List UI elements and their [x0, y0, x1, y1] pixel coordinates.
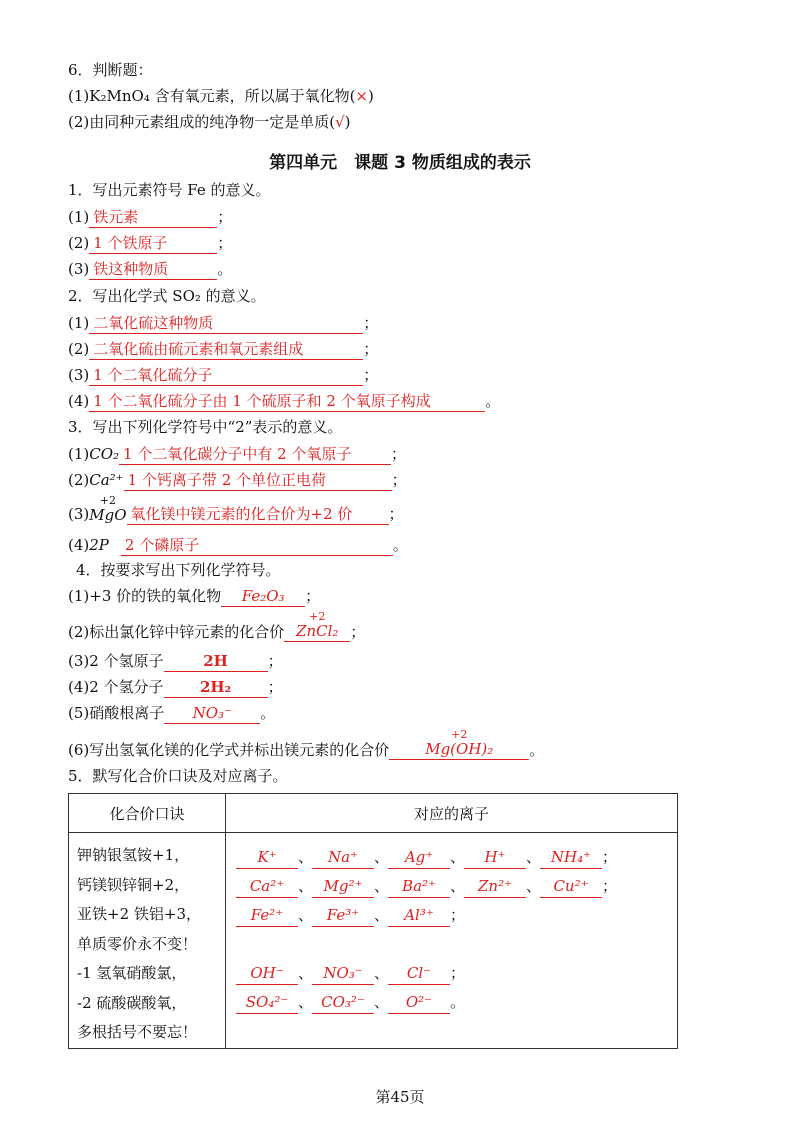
answer-blank: 1 个二氧化碳分子中有 2 个氧原子 — [119, 444, 391, 465]
item-end: ； — [391, 445, 407, 463]
ion-answer: Zn²⁺ — [464, 875, 526, 898]
ion-answer: Cl⁻ — [388, 962, 450, 985]
item-end: ； — [391, 471, 407, 489]
ion-answer: SO₄²⁻ — [236, 991, 298, 1014]
item-end: 。 — [392, 536, 408, 554]
ion-answer: Fe²⁺ — [236, 904, 298, 927]
separator: 、 — [298, 993, 314, 1011]
mnemonic-line: 单质零价永不变！ — [77, 934, 198, 953]
row-end: 。 — [450, 993, 466, 1011]
valence-ion-table — [68, 793, 678, 1049]
item-end: 。 — [217, 260, 233, 278]
ion-answer: O²⁻ — [388, 991, 450, 1014]
sec1-item — [68, 259, 232, 280]
separator: 、 — [526, 877, 542, 895]
sec1-item — [68, 207, 232, 228]
formula: 2P — [89, 536, 109, 554]
ion-answer: Ba²⁺ — [388, 875, 450, 898]
mnemonic-line: 多根括号不要忘！ — [77, 1023, 198, 1041]
column-header-mnemonic: 化合价口诀 — [69, 794, 226, 833]
q6-item-1 — [68, 86, 374, 106]
separator: 、 — [374, 993, 390, 1011]
ion-row — [236, 843, 677, 872]
item-num: (3) — [68, 366, 90, 384]
answer-blank: 1 个钙离子带 2 个单位正电荷 — [124, 470, 392, 491]
separator: 、 — [298, 877, 314, 895]
sec3-item — [68, 470, 407, 491]
answer-blank: 铁这种物质 — [89, 259, 217, 280]
item-end: ； — [363, 340, 379, 358]
sec2-item — [68, 365, 378, 386]
answer-blank: NO₃⁻ — [164, 703, 260, 724]
formula-with-valence — [89, 494, 127, 525]
answer-blank: 二氧化硫这种物质 — [89, 313, 363, 334]
sec4-item — [68, 610, 366, 642]
sec2-heading: 2．写出化学式 SO₂ 的意义。 — [68, 287, 266, 305]
sec4-heading: 4．按要求写出下列化学符号。 — [76, 561, 281, 579]
separator: 、 — [374, 877, 390, 895]
item-num: (2) — [68, 471, 90, 489]
ion-answer: Mg²⁺ — [312, 875, 374, 898]
sec4-item — [68, 586, 320, 607]
separator: 、 — [374, 906, 390, 924]
sec3-item — [68, 494, 404, 525]
separator: 、 — [374, 964, 390, 982]
answer-blank: 2 个磷原子 — [121, 535, 393, 556]
q6-item-1-mark: × — [355, 87, 368, 105]
ion-answer: Ag⁺ — [388, 846, 450, 869]
table-header-row — [69, 794, 678, 833]
separator: 、 — [298, 964, 314, 982]
item-text: (1)+3 价的铁的氧化物 — [68, 587, 222, 605]
sec3-item — [68, 535, 408, 556]
item-num: (4) — [68, 536, 90, 554]
item-text: (2)标出氯化锌中锌元素的化合价 — [68, 623, 285, 641]
answer-blank — [284, 610, 350, 642]
q6-item-2-text: (2)由同种元素组成的纯净物一定是单质( — [68, 113, 336, 131]
answer-formula: ZnCl₂ — [296, 622, 339, 640]
q6-heading: 6．判断题： — [68, 61, 153, 79]
mnemonic-line: 钾钠银氢铵+1， — [77, 846, 190, 864]
ion-row — [236, 872, 677, 901]
sec2-item — [68, 313, 378, 334]
answer-blank: 1 个二氧化硫分子由 1 个硫原子和 2 个氧原子构成 — [89, 391, 485, 412]
ion-row — [236, 959, 677, 988]
item-end: ； — [267, 678, 283, 696]
ion-answer: Ca²⁺ — [236, 875, 298, 898]
answer-formula: Mg(OH)₂ — [425, 740, 494, 758]
item-end: ； — [388, 505, 404, 523]
item-num: (4) — [68, 392, 90, 410]
column-header-ions: 对应的离子 — [226, 794, 678, 833]
item-end: ； — [217, 234, 233, 252]
q6-item-1-text: (1)K₂MnO₄ 含有氧元素，所以属于氧化物( — [68, 87, 356, 105]
ion-answer: Fe³⁺ — [312, 904, 374, 927]
page-number: 第45页 — [375, 1088, 425, 1106]
formula: MgO — [89, 506, 127, 524]
sec3-heading: 3．写出下列化学符号中“2”表示的意义。 — [68, 418, 343, 436]
item-end: ； — [363, 314, 379, 332]
sec5-heading: 5．默写化合价口诀及对应离子。 — [68, 767, 288, 785]
item-num: (1) — [68, 445, 90, 463]
separator: 、 — [450, 877, 466, 895]
sec2-item — [68, 391, 500, 412]
item-end: 。 — [260, 704, 276, 722]
item-text: (5)硝酸根离子 — [68, 704, 165, 722]
item-num: (2) — [68, 234, 90, 252]
row-end: ； — [602, 877, 618, 895]
answer-blank: 2H₂ — [164, 677, 268, 698]
ion-answer: CO₃²⁻ — [312, 991, 374, 1014]
q6-item-2 — [68, 112, 351, 132]
sec4-item — [68, 728, 545, 760]
item-end: ； — [267, 652, 283, 670]
mnemonic-line: -1 氢氧硝酸氯， — [77, 964, 187, 982]
q6-item-1-close: ) — [368, 87, 374, 105]
valence-mark: +2 — [451, 728, 468, 741]
q6-item-2-close: ) — [344, 113, 351, 131]
ion-answer: K⁺ — [236, 846, 298, 869]
separator: 、 — [298, 906, 314, 924]
ions-cell — [226, 833, 678, 1049]
ion-row — [236, 988, 677, 1017]
valence-mark: +2 — [309, 610, 326, 623]
item-end: ； — [305, 587, 321, 605]
item-text: (3)2 个氢原子 — [68, 652, 164, 670]
ion-row — [236, 901, 677, 930]
item-text: (4)2 个氢分子 — [68, 678, 164, 696]
sec4-item — [68, 677, 283, 698]
sec4-item — [68, 651, 283, 672]
sec2-item — [68, 339, 378, 360]
ion-answer: OH⁻ — [236, 962, 298, 985]
mnemonic-cell — [69, 833, 226, 1049]
item-num: (1) — [68, 314, 90, 332]
answer-blank: 1 个二氧化硫分子 — [89, 365, 363, 386]
answer-blank: 铁元素 — [89, 207, 217, 228]
sec1-heading: 1．写出元素符号 Fe 的意义。 — [68, 181, 271, 199]
answer-blank: Fe₂O₃ — [221, 586, 305, 607]
sec4-item — [68, 703, 275, 724]
row-end: ； — [450, 906, 466, 924]
sec1-item — [68, 233, 232, 254]
item-num: (3) — [68, 505, 90, 523]
mnemonic-line: 钙镁钡锌铜+2， — [77, 875, 190, 894]
formula: Ca²⁺ — [89, 471, 124, 489]
item-num: (1) — [68, 208, 90, 226]
separator: 、 — [374, 848, 390, 866]
separator: 、 — [450, 848, 466, 866]
item-end: ； — [350, 623, 366, 641]
ion-answer: NH₄⁺ — [540, 846, 602, 869]
item-num: (2) — [68, 340, 90, 358]
item-end: ； — [217, 208, 233, 226]
item-text: (6)写出氢氧化镁的化学式并标出镁元素的化合价 — [68, 741, 390, 759]
page-title: 第四单元 课题 3 物质组成的表示 — [269, 153, 531, 173]
valence-mark: +2 — [99, 494, 116, 507]
row-end: ； — [602, 848, 618, 866]
formula: CO₂ — [89, 445, 120, 463]
row-end: ； — [450, 964, 466, 982]
answer-blank: 二氧化硫由硫元素和氧元素组成 — [89, 339, 363, 360]
ion-answer: Na⁺ — [312, 846, 374, 869]
mnemonic-line: -2 硫酸碳酸氧， — [77, 993, 187, 1012]
answer-blank: 氧化镁中镁元素的化合价为+2 价 — [127, 504, 389, 525]
item-end: 。 — [485, 392, 501, 410]
ion-answer: H⁺ — [464, 846, 526, 869]
table-row — [69, 833, 678, 1049]
separator: 、 — [526, 848, 542, 866]
item-end: 。 — [529, 741, 545, 759]
ion-answer: Al³⁺ — [388, 904, 450, 927]
mnemonic-line: 亚铁+2 铁铝+3， — [77, 905, 201, 923]
separator: 、 — [298, 848, 314, 866]
item-num: (3) — [68, 260, 90, 278]
answer-blank: 1 个铁原子 — [89, 233, 217, 254]
ion-answer: NO₃⁻ — [312, 962, 374, 985]
answer-blank: 2H — [164, 651, 268, 672]
q6-item-2-mark: √ — [335, 113, 345, 131]
item-end: ； — [363, 366, 379, 384]
ion-answer: Cu²⁺ — [540, 875, 602, 898]
answer-blank — [389, 728, 529, 760]
sec3-item — [68, 444, 406, 465]
